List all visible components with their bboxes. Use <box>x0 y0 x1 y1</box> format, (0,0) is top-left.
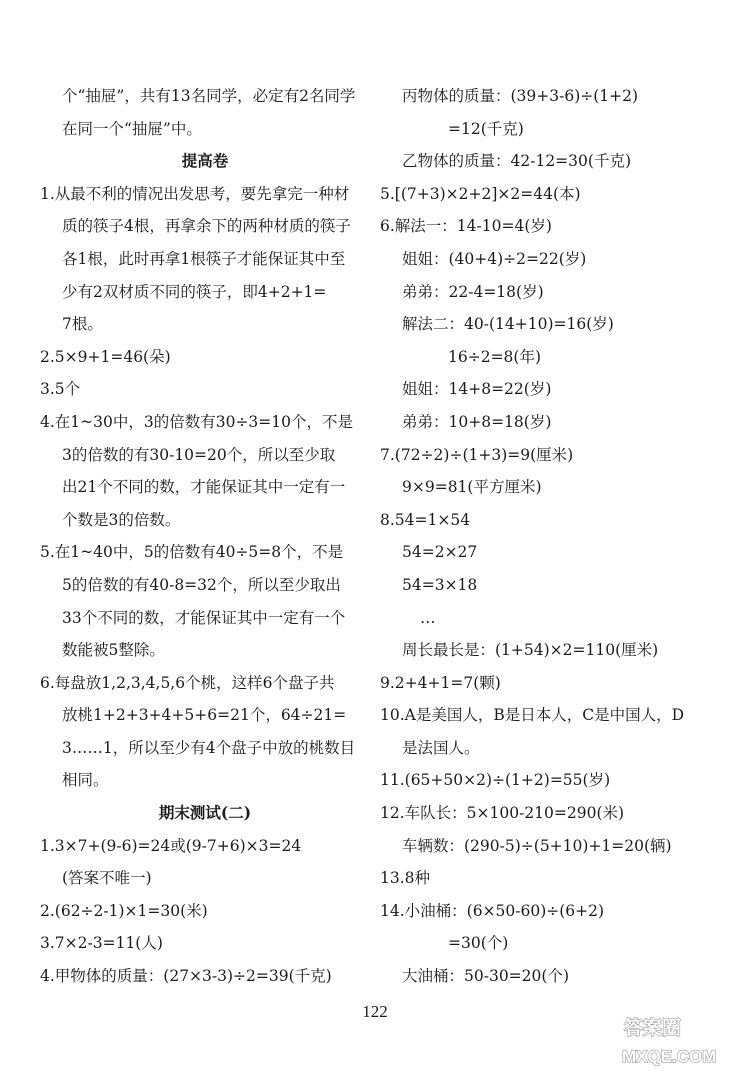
text-line: 各1根，此时再拿1根筷子才能保证其中至 <box>62 249 346 268</box>
text-line: 车辆数：(290-5)÷(5+10)+1=20(辆) <box>402 836 672 855</box>
text-line: 4.在1~30中，3的倍数有30÷3=10个，不是 <box>40 412 354 431</box>
text-line: 3……1，所以至少有4个盘子中放的桃数目 <box>62 738 356 757</box>
left-column <box>40 80 370 993</box>
text-line: 5.在1~40中，5的倍数有40÷5=8个，不是 <box>40 543 344 562</box>
text-line: 1.从最不利的情况出发思考，要先拿完一种材 <box>40 184 350 203</box>
text-line: 弟弟：10+8=18(岁) <box>402 412 552 431</box>
text-line: 13.8种 <box>380 869 431 888</box>
text-line: 2.(62÷2-1)×1=30(米) <box>40 901 208 920</box>
text-line: 数能被5整除。 <box>62 641 165 660</box>
text-line: 姐姐：14+8=22(岁) <box>402 380 552 399</box>
text-line: 12.车队长：5×100-210=290(米) <box>380 804 625 823</box>
text-line: 7.(72÷2)÷(1+3)=9(厘米) <box>380 445 574 464</box>
text-line: 乙物体的质量：42-12=30(千克) <box>402 152 631 171</box>
text-line: 解法二：40-(14+10)=16(岁) <box>402 315 614 334</box>
text-line: 1.3×7+(9-6)=24或(9-7+6)×3=24 <box>40 836 302 855</box>
text-line: 个数是3的倍数。 <box>62 510 181 529</box>
text-line: 质的筷子4根，再拿余下的两种材质的筷子 <box>62 217 351 236</box>
text-line: … <box>420 608 437 627</box>
watermark-line1: 答案圈 <box>624 1018 682 1039</box>
watermark-logo <box>618 1008 744 1070</box>
page-number: 122 <box>362 1002 388 1021</box>
text-line: =12(千克) <box>448 119 524 138</box>
text-line: (答案不唯一) <box>62 869 152 888</box>
section-heading: 期末测试(二) <box>158 803 252 823</box>
text-line: 个“抽屉”，共有13名同学，必定有2名同学 <box>62 87 356 105</box>
text-line: 2.5×9+1=46(朵) <box>40 347 171 366</box>
text-line: 5.[(7+3)×2+2]×2=44(本) <box>380 184 581 203</box>
text-line: 8.54=1×54 <box>380 510 471 529</box>
text-line: 弟弟：22-4=18(岁) <box>402 282 544 301</box>
text-line: 54=2×27 <box>402 543 478 562</box>
text-line: 5的倍数的有40-8=32个，所以至少取出 <box>62 575 341 594</box>
text-line: 7根。 <box>62 315 103 334</box>
text-line: 放桃1+2+3+4+5+6=21个，64÷21= <box>62 706 347 725</box>
text-line: 6.解法一：14-10=4(岁) <box>380 217 552 236</box>
text-line: 10.A是美国人，B是日本人，C是中国人，D <box>380 706 685 725</box>
text-line: 3的倍数的有30-10=20个，所以至少取 <box>62 445 336 464</box>
text-line: 11.(65+50×2)÷(1+2)=55(岁) <box>380 771 611 790</box>
text-line: 出21个不同的数，才能保证其中一定有一 <box>62 478 346 497</box>
watermark-line2: MXQE.COM <box>622 1047 717 1066</box>
text-line: 9.2+4+1=7(颗) <box>380 673 501 692</box>
text-line: 丙物体的质量：(39+3-6)÷(1+2) <box>402 87 639 105</box>
text-line: 周长最长是：(1+54)×2=110(厘米) <box>402 641 659 660</box>
text-line: 14.小油桶：(6×50-60)÷(6+2) <box>380 901 605 920</box>
text-line: 在同一个“抽屉”中。 <box>62 119 202 138</box>
text-line: 相同。 <box>62 771 109 790</box>
text-line: 3.5个 <box>40 380 81 399</box>
text-line: 4.甲物体的质量：(27×3-3)÷2=39(千克) <box>40 967 332 986</box>
text-line: 6.每盘放1,2,3,4,5,6个桃，这样6个盘子共 <box>40 673 335 692</box>
text-line: =30(个) <box>448 934 509 953</box>
text-line: 少有2双材质不同的筷子，即4+2+1= <box>62 282 327 301</box>
section-heading: 提高卷 <box>181 151 229 171</box>
text-line: 16÷2=8(年) <box>448 347 542 366</box>
text-line: 3.7×2-3=11(人) <box>40 934 163 953</box>
text-line: 是法国人。 <box>402 738 480 757</box>
text-line: 大油桶：50-30=20(个) <box>402 967 569 986</box>
text-line: 33个不同的数，才能保证其中一定有一个 <box>62 608 346 627</box>
right-column <box>380 80 725 993</box>
text-line: 54=3×18 <box>402 575 478 594</box>
text-line: 姐姐：(40+4)÷2=22(岁) <box>402 249 587 268</box>
text-line: 9×9=81(平方厘米) <box>402 478 542 497</box>
